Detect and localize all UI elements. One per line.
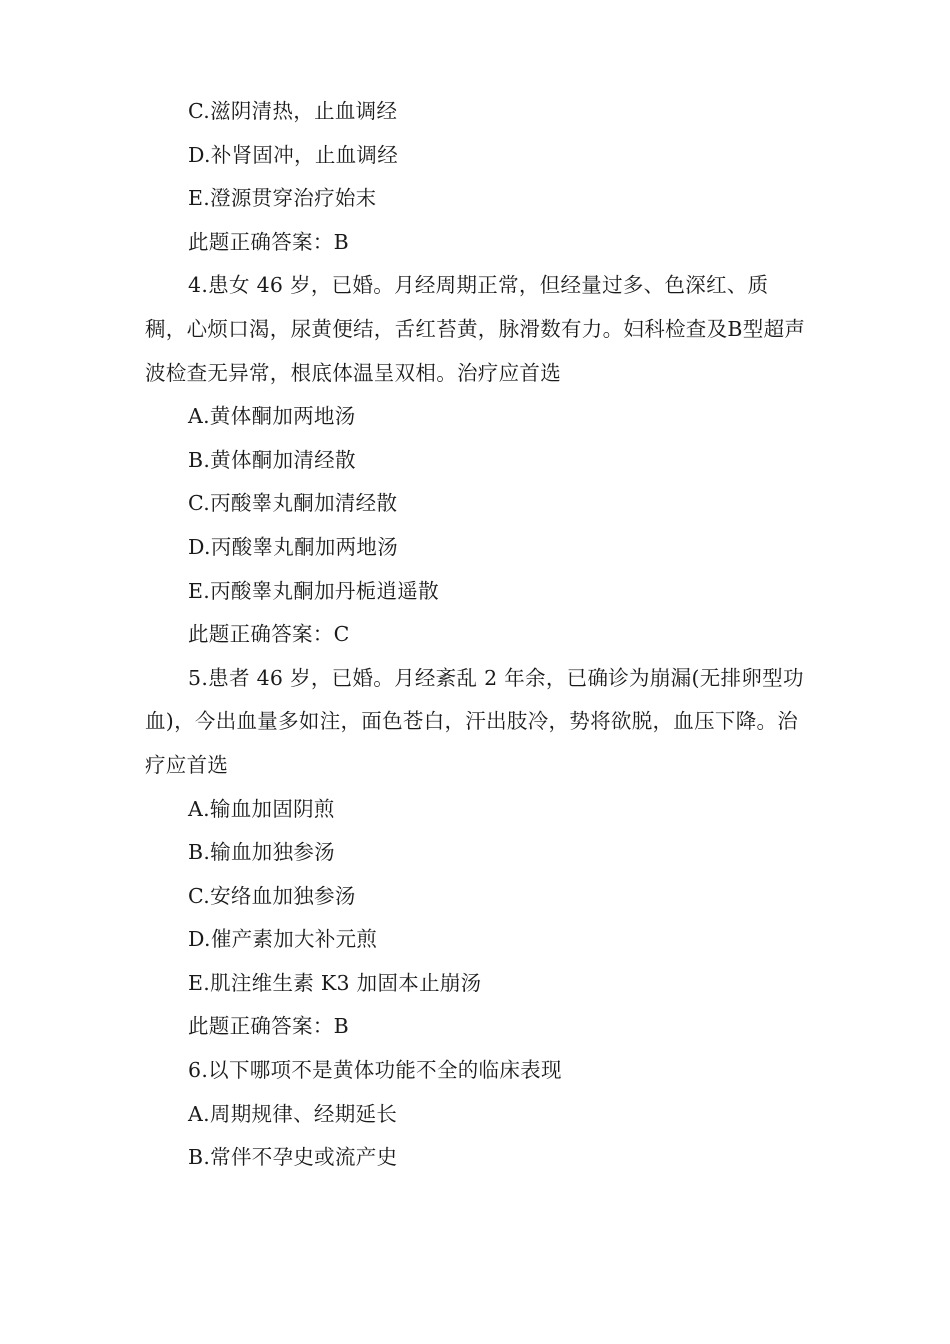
- option-line: D.催产素加大补元煎: [188, 927, 378, 952]
- option-line: E.丙酸睾丸酮加丹栀逍遥散: [188, 578, 439, 603]
- option-line: B.黄体酮加清经散: [188, 447, 356, 472]
- option-line: B.输血加独参汤: [188, 840, 335, 865]
- document-body: [145, 90, 807, 1180]
- answer-line: 此题正确答案：B: [188, 229, 349, 254]
- option-line: A.周期规律、经期延长: [188, 1101, 398, 1126]
- option-line: D.丙酸睾丸酮加两地汤: [188, 534, 399, 559]
- option-line: A.黄体酮加两地汤: [188, 404, 356, 429]
- option-line: E.肌注维生素 K3 加固本止崩汤: [188, 970, 482, 995]
- option-line: E.澄源贯穿治疗始末: [188, 186, 377, 211]
- answer-line: 此题正确答案：C: [188, 622, 350, 647]
- option-line: C.丙酸睾丸酮加清经散: [188, 491, 398, 516]
- question-paragraph: 4.患女 46 岁，已婚。月经周期正常，但经量过多、色深红、质稠，心烦口渴，尿黄便结，舌红苔黄，脉滑数有力。妇科检查及B型超声波检查无异常，根底体温呈双相。治疗应首选: [145, 273, 806, 385]
- question-paragraph: 5.患者 46 岁，已婚。月经紊乱 2 年余，已确诊为崩漏(无排卵型功血)，今出血量多如注，面色苍白，汗出肢冷，势将欲脱，血压下降。治疗应首选: [145, 665, 804, 777]
- option-line: A.输血加固阴煎: [188, 796, 335, 821]
- option-line: D.补肾固冲，止血调经: [188, 142, 399, 167]
- option-line: C.滋阴清热，止血调经: [188, 99, 398, 123]
- question-line: 6.以下哪项不是黄体功能不全的临床表现: [188, 1058, 562, 1083]
- option-line: B.常伴不孕史或流产史: [188, 1145, 398, 1170]
- option-line: C.安络血加独参汤: [188, 883, 356, 908]
- answer-line: 此题正确答案：B: [188, 1014, 349, 1039]
